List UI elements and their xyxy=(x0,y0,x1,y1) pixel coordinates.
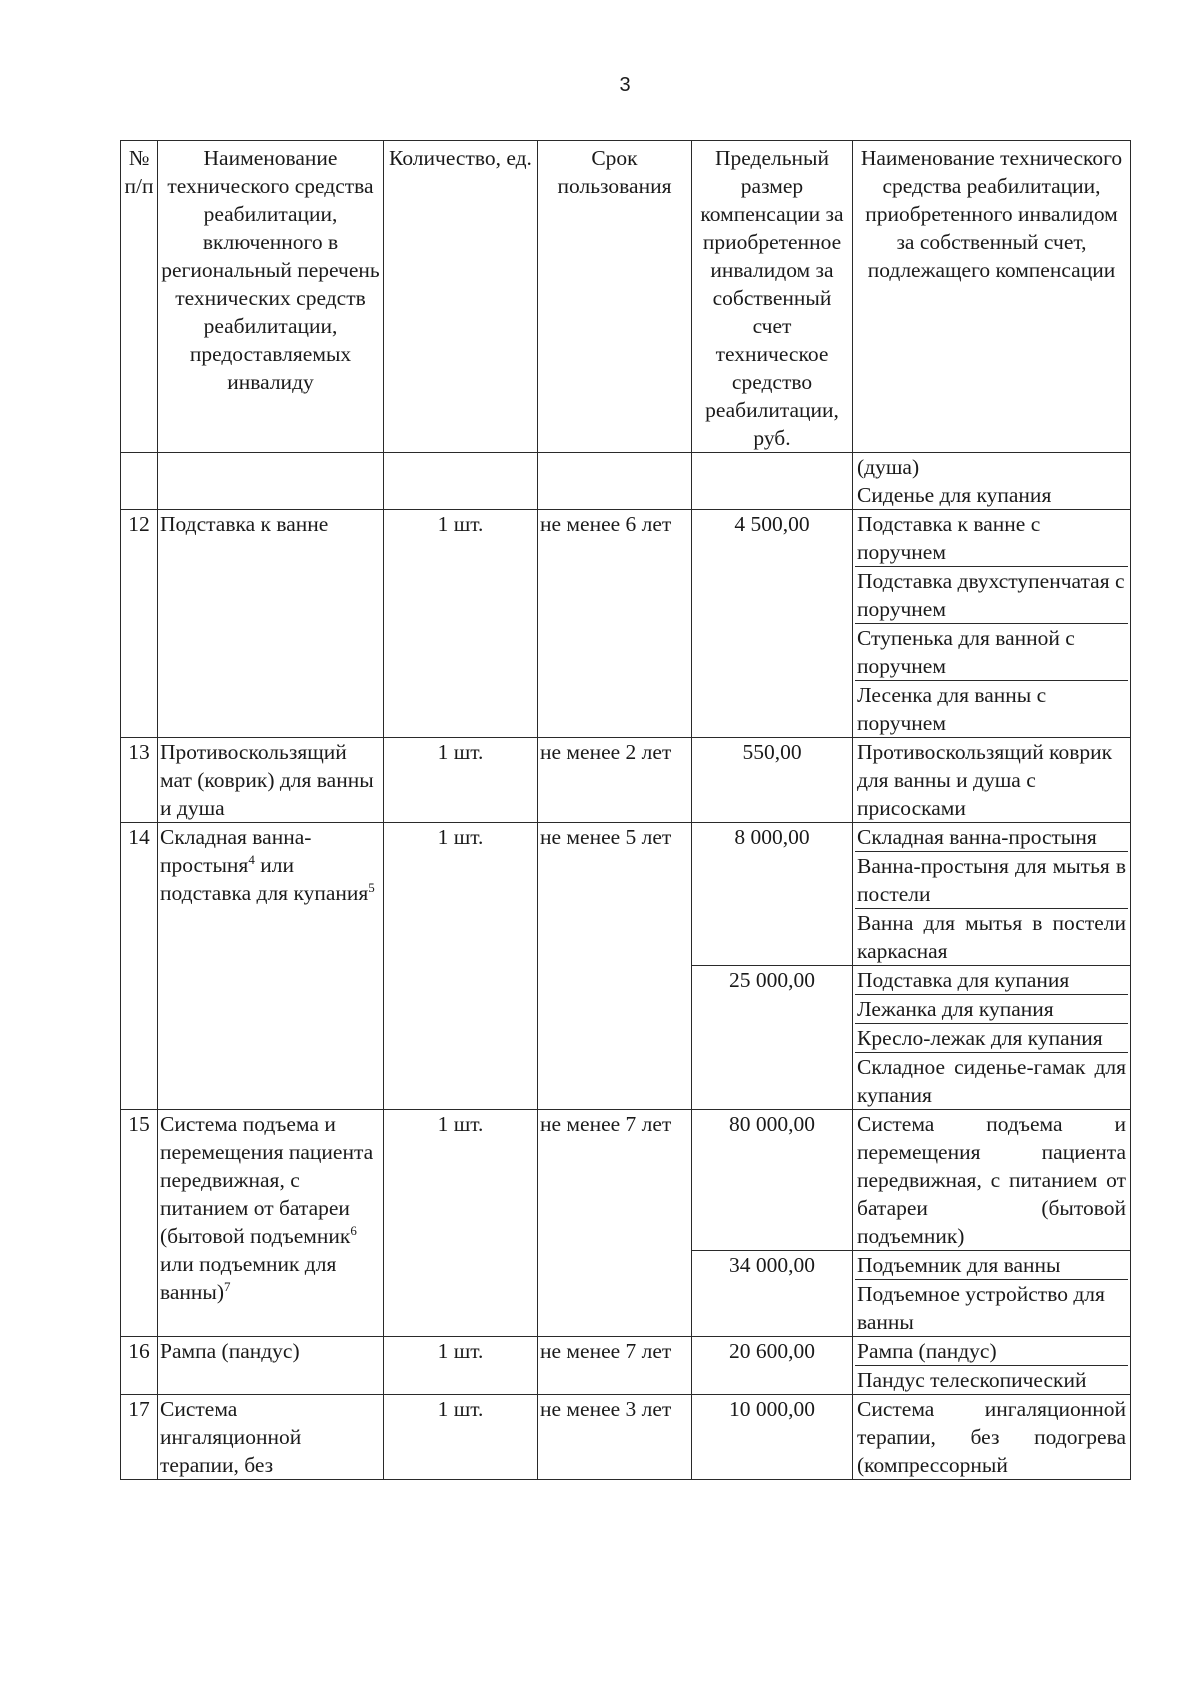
table-row-16 xyxy=(121,1337,1131,1395)
row-17-name: Система ингаляционной терапии, без xyxy=(158,1395,384,1480)
header-comp: Предельный размер компенсации за приобретенное инвалидом за собственный счет техническое средство реабилитации, руб. xyxy=(692,141,853,453)
cont-item-2: Сиденье для купания xyxy=(857,483,1052,507)
row-15-item: Подъемное устройство для ванны xyxy=(857,1282,1105,1334)
row-14-item: Ванна-простыня для мытья в постели xyxy=(855,852,1128,909)
row-16-comp: 20 600,00 xyxy=(692,1337,853,1395)
row-17-item: Система ингаляционной терапии, без подогрева (компрессорный xyxy=(857,1397,1126,1477)
row-12-item: Ступенька для ванной с поручнем xyxy=(855,624,1128,681)
row-16-qty: 1 шт. xyxy=(384,1337,538,1395)
row-13-term: не менее 2 лет xyxy=(538,738,692,823)
row-12-num: 12 xyxy=(121,510,158,738)
row-14-term: не менее 5 лет xyxy=(538,823,692,1110)
table-header-row xyxy=(121,141,1131,453)
row-14-qty: 1 шт. xyxy=(384,823,538,1110)
row-12-term: не менее 6 лет xyxy=(538,510,692,738)
row-14-comp-a: 8 000,00 xyxy=(692,823,853,966)
row-14-item: Кресло-лежак для купания xyxy=(855,1024,1128,1053)
row-12-item: Подставка к ванне с поручнем xyxy=(855,510,1128,567)
row-14-name: Складная ванна-простыня$^4$ или подставка для купания$^5$ xyxy=(158,823,384,1110)
header-num: № п/п xyxy=(121,141,158,453)
row-15-num: 15 xyxy=(121,1110,158,1337)
header-term: Срок пользования xyxy=(538,141,692,453)
row-14-num: 14 xyxy=(121,823,158,1110)
row-12-item: Лесенка для ванны с поручнем xyxy=(857,683,1047,735)
row-13-name: Противоскользящий мат (коврик) для ванны и душа xyxy=(158,738,384,823)
row-15-comp-b: 34 000,00 xyxy=(692,1251,853,1337)
row-14-item: Лежанка для купания xyxy=(855,995,1128,1024)
row-15-item: Система подъема и перемещения пациента передвижная, с питанием от батареи (бытовой подъемник) xyxy=(857,1112,1126,1248)
table-row-14a xyxy=(121,823,1131,966)
cont-item-1: (душа) xyxy=(857,455,920,479)
row-13-comp: 550,00 xyxy=(692,738,853,823)
row-17-num: 17 xyxy=(121,1395,158,1480)
row-15-qty: 1 шт. xyxy=(384,1110,538,1337)
header-name: Наименование технического средства реабилитации, включенного в региональный перечень технических средств реабилитации, предоставляемых инвалиду xyxy=(158,141,384,453)
row-17-comp: 10 000,00 xyxy=(692,1395,853,1480)
row-12-comp: 4 500,00 xyxy=(692,510,853,738)
table-row-17 xyxy=(121,1395,1131,1480)
row-17-term: не менее 3 лет xyxy=(538,1395,692,1480)
row-12-name: Подставка к ванне xyxy=(158,510,384,738)
table-row-continuation xyxy=(121,453,1131,510)
row-12-qty: 1 шт. xyxy=(384,510,538,738)
page-number: 3 xyxy=(619,74,631,96)
row-15-name: Система подъема и перемещения пациента передвижная, с питанием от батареи (бытовой подъемник$^6$ или подъемник для ванны)$^7$ xyxy=(158,1110,384,1337)
row-13-item: Противоскользящий коврик для ванны и душа с присосками xyxy=(857,740,1113,820)
header-purchased: Наименование технического средства реабилитации, приобретенного инвалидом за собственный счет, подлежащего компенсации xyxy=(853,141,1131,453)
row-16-item: Пандус телескопический xyxy=(857,1368,1087,1392)
row-15-item: Подъемник для ванны xyxy=(855,1251,1128,1280)
row-14-item: Ванна для мытья в постели каркасная xyxy=(857,911,1126,963)
table-row-15a xyxy=(121,1110,1131,1251)
row-16-term: не менее 7 лет xyxy=(538,1337,692,1395)
row-14-comp-b: 25 000,00 xyxy=(692,966,853,1110)
table-row-12 xyxy=(121,510,1131,738)
compensation-table xyxy=(120,140,1131,1480)
row-16-num: 16 xyxy=(121,1337,158,1395)
row-14-item: Складная ванна-простыня xyxy=(855,823,1128,852)
row-12-item: Подставка двухступенчатая с поручнем xyxy=(855,567,1128,624)
row-17-qty: 1 шт. xyxy=(384,1395,538,1480)
table-row-13 xyxy=(121,738,1131,823)
row-13-qty: 1 шт. xyxy=(384,738,538,823)
row-16-item: Рампа (пандус) xyxy=(855,1337,1128,1366)
row-13-num: 13 xyxy=(121,738,158,823)
row-16-name: Рампа (пандус) xyxy=(158,1337,384,1395)
row-15-term: не менее 7 лет xyxy=(538,1110,692,1337)
row-15-comp-a: 80 000,00 xyxy=(692,1110,853,1251)
row-14-item: Подставка для купания xyxy=(855,966,1128,995)
header-qty: Количество, ед. xyxy=(384,141,538,453)
row-14-item: Складное сиденье-гамак для купания xyxy=(857,1055,1126,1107)
